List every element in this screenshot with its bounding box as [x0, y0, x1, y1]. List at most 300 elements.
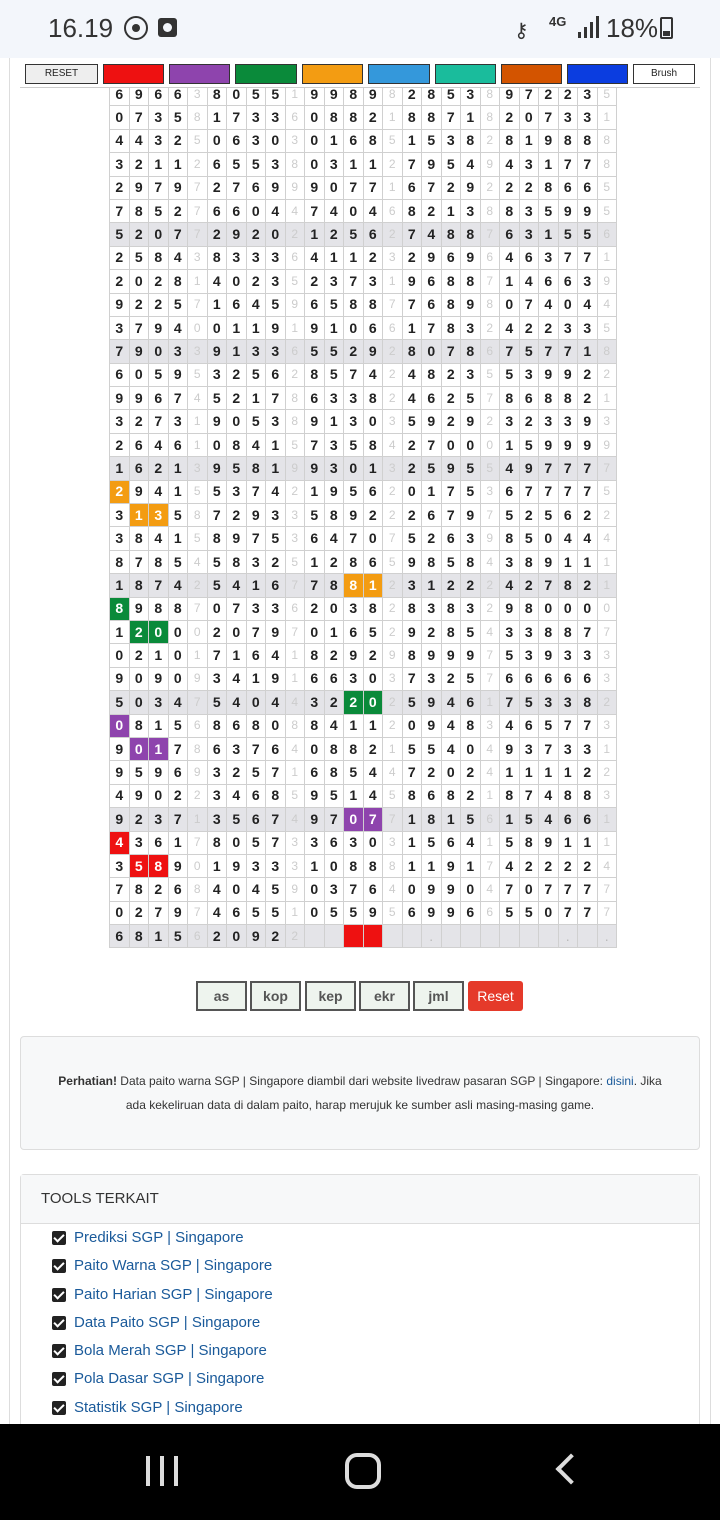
grid-cell[interactable]: 2 — [129, 223, 149, 246]
grid-cell[interactable]: 3 — [363, 270, 383, 293]
grid-cell[interactable]: 9 — [422, 714, 442, 737]
grid-cell[interactable]: 2 — [344, 340, 364, 363]
grid-cell[interactable]: 4 — [597, 527, 617, 550]
grid-cell[interactable]: 5 — [461, 808, 481, 831]
grid-cell[interactable]: 8 — [500, 199, 520, 222]
grid-cell[interactable]: 7 — [597, 878, 617, 901]
grid-cell[interactable]: 5 — [188, 129, 208, 152]
grid-cell[interactable]: 2 — [149, 293, 169, 316]
grid-cell[interactable]: 7 — [285, 574, 305, 597]
grid-cell[interactable]: 6 — [227, 129, 247, 152]
grid-cell[interactable]: 7 — [558, 878, 578, 901]
grid-cell[interactable]: 4 — [500, 574, 520, 597]
grid-cell[interactable]: 5 — [285, 784, 305, 807]
grid-cell[interactable]: 6 — [383, 199, 403, 222]
grid-cell[interactable]: 0 — [461, 737, 481, 760]
grid-cell[interactable]: 0 — [129, 363, 149, 386]
grid-cell[interactable]: 3 — [578, 644, 598, 667]
grid-cell[interactable]: 4 — [597, 854, 617, 877]
grid-cell[interactable]: 5 — [207, 550, 227, 573]
grid-cell[interactable]: 6 — [422, 387, 442, 410]
grid-cell[interactable]: 6 — [246, 644, 266, 667]
grid-cell[interactable]: 1 — [149, 714, 169, 737]
grid-cell[interactable]: 8 — [480, 106, 500, 129]
grid-cell[interactable]: 9 — [402, 550, 422, 573]
grid-cell[interactable]: 3 — [519, 737, 539, 760]
grid-cell[interactable]: 9 — [246, 925, 266, 948]
grid-cell[interactable]: 6 — [188, 714, 208, 737]
grid-cell[interactable]: 7 — [441, 340, 461, 363]
grid-cell[interactable]: 2 — [480, 410, 500, 433]
grid-cell[interactable]: 1 — [149, 153, 169, 176]
grid-cell[interactable]: 5 — [168, 293, 188, 316]
grid-cell[interactable]: 3 — [578, 88, 598, 106]
grid-cell[interactable]: 8 — [441, 316, 461, 339]
grid-cell[interactable]: 9 — [285, 457, 305, 480]
grid-cell[interactable]: 0 — [558, 597, 578, 620]
grid-cell[interactable]: 6 — [207, 199, 227, 222]
grid-cell[interactable]: 1 — [168, 457, 188, 480]
grid-cell[interactable] — [383, 925, 403, 948]
grid-cell[interactable]: 8 — [168, 270, 188, 293]
grid-cell[interactable]: 7 — [188, 597, 208, 620]
grid-cell[interactable]: 4 — [246, 433, 266, 456]
grid-cell[interactable]: 6 — [519, 246, 539, 269]
grid-cell[interactable]: 4 — [363, 761, 383, 784]
grid-cell[interactable]: 9 — [461, 293, 481, 316]
grid-cell[interactable]: 3 — [246, 129, 266, 152]
grid-cell[interactable]: 3 — [188, 457, 208, 480]
grid-cell[interactable]: 9 — [110, 667, 130, 690]
grid-cell[interactable]: 6 — [227, 293, 247, 316]
grid-cell[interactable]: 4 — [383, 878, 403, 901]
grid-cell[interactable]: 3 — [597, 410, 617, 433]
grid-cell[interactable]: 8 — [305, 363, 325, 386]
grid-cell[interactable]: 5 — [383, 901, 403, 924]
grid-cell[interactable]: 1 — [149, 644, 169, 667]
grid-cell[interactable]: 3 — [597, 714, 617, 737]
grid-cell[interactable]: 4 — [461, 831, 481, 854]
tool-link-data-paito[interactable]: Data Paito SGP | Singapore — [21, 1309, 699, 1337]
grid-cell[interactable]: 8 — [578, 784, 598, 807]
grid-cell[interactable]: 2 — [344, 691, 364, 714]
filter-ekr-button[interactable]: ekr — [359, 981, 410, 1011]
grid-cell[interactable]: 6 — [129, 457, 149, 480]
grid-cell[interactable]: 3 — [188, 340, 208, 363]
grid-cell[interactable]: 0 — [266, 129, 286, 152]
grid-cell[interactable]: 1 — [578, 831, 598, 854]
grid-cell[interactable]: 2 — [480, 316, 500, 339]
grid-cell[interactable]: 3 — [129, 831, 149, 854]
grid-cell[interactable]: 7 — [539, 340, 559, 363]
grid-cell[interactable]: 3 — [266, 597, 286, 620]
grid-cell[interactable]: 9 — [285, 878, 305, 901]
grid-cell[interactable]: 7 — [578, 714, 598, 737]
grid-cell[interactable]: 0 — [129, 691, 149, 714]
grid-cell[interactable]: 8 — [344, 106, 364, 129]
grid-cell[interactable]: 8 — [149, 550, 169, 573]
grid-cell[interactable]: 4 — [480, 737, 500, 760]
grid-cell[interactable]: 5 — [441, 550, 461, 573]
grid-cell[interactable]: 2 — [558, 854, 578, 877]
grid-cell[interactable]: 4 — [480, 761, 500, 784]
grid-cell[interactable]: 3 — [246, 854, 266, 877]
grid-cell[interactable]: 5 — [422, 457, 442, 480]
grid-cell[interactable]: 8 — [285, 387, 305, 410]
grid-cell[interactable]: 0 — [149, 340, 169, 363]
grid-cell[interactable]: 8 — [227, 550, 247, 573]
grid-cell[interactable]: 0 — [266, 223, 286, 246]
grid-cell[interactable]: 9 — [344, 504, 364, 527]
grid-cell[interactable]: 2 — [285, 480, 305, 503]
grid-cell[interactable]: 0 — [149, 784, 169, 807]
tool-link-statistik[interactable]: Statistik SGP | Singapore — [21, 1394, 699, 1422]
grid-cell[interactable]: 5 — [461, 457, 481, 480]
grid-cell[interactable]: 0 — [363, 410, 383, 433]
grid-cell[interactable]: 2 — [227, 504, 247, 527]
grid-cell[interactable]: 1 — [129, 504, 149, 527]
grid-cell[interactable]: 8 — [558, 129, 578, 152]
grid-cell[interactable] — [500, 925, 520, 948]
grid-cell[interactable]: 5 — [285, 550, 305, 573]
grid-cell[interactable]: 7 — [110, 199, 130, 222]
grid-cell[interactable]: 1 — [168, 527, 188, 550]
grid-cell[interactable]: 0 — [149, 223, 169, 246]
grid-cell[interactable]: 4 — [266, 199, 286, 222]
grid-cell[interactable]: 6 — [324, 831, 344, 854]
grid-cell[interactable]: 7 — [246, 527, 266, 550]
grid-cell[interactable]: 0 — [227, 925, 247, 948]
grid-cell[interactable]: 0 — [227, 878, 247, 901]
grid-cell[interactable]: 2 — [422, 199, 442, 222]
grid-cell[interactable]: 7 — [266, 808, 286, 831]
grid-cell[interactable]: 7 — [305, 199, 325, 222]
grid-cell[interactable]: 1 — [597, 550, 617, 573]
grid-cell[interactable]: 6 — [168, 878, 188, 901]
grid-cell[interactable]: 9 — [305, 88, 325, 106]
grid-cell[interactable]: 5 — [110, 691, 130, 714]
grid-cell[interactable]: 9 — [110, 808, 130, 831]
grid-cell[interactable]: 8 — [129, 925, 149, 948]
reset-color-button[interactable]: RESET — [25, 64, 98, 84]
grid-cell[interactable]: 2 — [149, 878, 169, 901]
source-link[interactable]: disini — [606, 1074, 634, 1088]
grid-cell[interactable]: 8 — [344, 854, 364, 877]
grid-cell[interactable]: 0 — [500, 293, 520, 316]
grid-cell[interactable]: 5 — [266, 878, 286, 901]
grid-cell[interactable]: 8 — [324, 106, 344, 129]
grid-cell[interactable]: 5 — [266, 293, 286, 316]
grid-cell[interactable]: 2 — [324, 223, 344, 246]
grid-cell[interactable] — [578, 925, 598, 948]
grid-cell[interactable]: 3 — [188, 88, 208, 106]
grid-cell[interactable]: 5 — [597, 88, 617, 106]
grid-cell[interactable]: 9 — [363, 88, 383, 106]
grid-cell[interactable]: 6 — [110, 363, 130, 386]
grid-cell[interactable]: 4 — [149, 527, 169, 550]
grid-cell[interactable]: 5 — [246, 410, 266, 433]
grid-cell[interactable]: 0 — [305, 737, 325, 760]
grid-cell[interactable]: 7 — [129, 106, 149, 129]
grid-cell[interactable]: 9 — [597, 433, 617, 456]
grid-cell[interactable]: 3 — [383, 457, 403, 480]
grid-cell[interactable]: 8 — [500, 784, 520, 807]
grid-cell[interactable]: 5 — [461, 387, 481, 410]
grid-cell[interactable]: 9 — [344, 644, 364, 667]
grid-cell[interactable]: 1 — [246, 387, 266, 410]
grid-cell[interactable]: 4 — [227, 691, 247, 714]
grid-cell[interactable]: 5 — [539, 199, 559, 222]
grid-cell[interactable]: 3 — [266, 246, 286, 269]
grid-cell[interactable]: 5 — [539, 714, 559, 737]
grid-cell[interactable]: 2 — [266, 925, 286, 948]
grid-cell[interactable]: 8 — [441, 784, 461, 807]
grid-cell[interactable]: 3 — [266, 410, 286, 433]
grid-cell[interactable]: 8 — [129, 574, 149, 597]
grid-cell[interactable]: 4 — [441, 691, 461, 714]
grid-cell[interactable]: 5 — [246, 901, 266, 924]
grid-cell[interactable]: 2 — [168, 199, 188, 222]
grid-cell[interactable]: 8 — [461, 340, 481, 363]
grid-cell[interactable]: 5 — [344, 223, 364, 246]
grid-cell[interactable]: 1 — [168, 153, 188, 176]
grid-cell[interactable]: 6 — [266, 574, 286, 597]
grid-cell[interactable]: 4 — [363, 363, 383, 386]
grid-cell[interactable]: 3 — [344, 597, 364, 620]
grid-cell[interactable]: 5 — [539, 504, 559, 527]
grid-cell[interactable]: 5 — [441, 153, 461, 176]
grid-cell[interactable]: 5 — [519, 340, 539, 363]
grid-cell[interactable]: 9 — [305, 457, 325, 480]
grid-cell[interactable]: 1 — [519, 129, 539, 152]
grid-cell[interactable]: 8 — [344, 88, 364, 106]
grid-cell[interactable]: 1 — [207, 106, 227, 129]
grid-cell[interactable]: 0 — [207, 597, 227, 620]
grid-cell[interactable]: 1 — [246, 574, 266, 597]
grid-cell[interactable]: 1 — [578, 550, 598, 573]
grid-cell[interactable]: 4 — [246, 878, 266, 901]
grid-cell[interactable]: 6 — [227, 199, 247, 222]
grid-cell[interactable]: 0 — [539, 901, 559, 924]
grid-cell[interactable]: 1 — [402, 129, 422, 152]
grid-cell[interactable]: 1 — [344, 246, 364, 269]
grid-cell[interactable]: 0 — [363, 527, 383, 550]
grid-cell[interactable]: 1 — [207, 293, 227, 316]
grid-cell[interactable]: 6 — [578, 667, 598, 690]
grid-cell[interactable]: 8 — [129, 527, 149, 550]
grid-cell[interactable]: 9 — [305, 316, 325, 339]
grid-cell[interactable]: 2 — [383, 363, 403, 386]
grid-cell[interactable]: 9 — [461, 644, 481, 667]
grid-cell[interactable]: 2 — [129, 620, 149, 643]
grid-cell[interactable]: 1 — [461, 854, 481, 877]
grid-cell[interactable]: 4 — [539, 808, 559, 831]
grid-cell[interactable] — [344, 925, 364, 948]
grid-cell[interactable]: 3 — [207, 667, 227, 690]
grid-cell[interactable]: 0 — [129, 667, 149, 690]
grid-cell[interactable]: 7 — [558, 480, 578, 503]
grid-cell[interactable]: 9 — [305, 784, 325, 807]
grid-cell[interactable]: 2 — [149, 457, 169, 480]
grid-cell[interactable]: 3 — [597, 644, 617, 667]
grid-cell[interactable]: 4 — [149, 433, 169, 456]
grid-cell[interactable]: 6 — [597, 223, 617, 246]
grid-cell[interactable]: 8 — [558, 574, 578, 597]
grid-cell[interactable]: 9 — [266, 667, 286, 690]
grid-cell[interactable]: 4 — [110, 784, 130, 807]
grid-cell[interactable]: 3 — [149, 106, 169, 129]
grid-cell[interactable]: 5 — [500, 504, 520, 527]
grid-cell[interactable]: 9 — [305, 176, 325, 199]
grid-cell[interactable]: 9 — [110, 387, 130, 410]
grid-cell[interactable]: 9 — [558, 433, 578, 456]
grid-cell[interactable]: 8 — [110, 550, 130, 573]
grid-cell[interactable]: 8 — [461, 270, 481, 293]
grid-cell[interactable]: 3 — [344, 667, 364, 690]
grid-cell[interactable]: 8 — [539, 387, 559, 410]
grid-cell[interactable]: 8 — [461, 550, 481, 573]
grid-cell[interactable]: 0 — [363, 831, 383, 854]
grid-cell[interactable]: 1 — [402, 316, 422, 339]
grid-cell[interactable]: 8 — [149, 854, 169, 877]
grid-cell[interactable]: 3 — [558, 410, 578, 433]
tool-link-paito-harian[interactable]: Paito Harian SGP | Singapore — [21, 1281, 699, 1309]
grid-cell[interactable]: 9 — [129, 340, 149, 363]
grid-cell[interactable]: 1 — [266, 433, 286, 456]
grid-cell[interactable]: 3 — [110, 504, 130, 527]
grid-cell[interactable]: 4 — [578, 293, 598, 316]
grid-cell[interactable]: 2 — [207, 223, 227, 246]
back-icon[interactable] — [555, 1453, 586, 1484]
grid-cell[interactable]: 3 — [344, 387, 364, 410]
grid-cell[interactable]: 6 — [305, 667, 325, 690]
grid-cell[interactable]: 1 — [597, 831, 617, 854]
grid-cell[interactable]: 7 — [285, 620, 305, 643]
grid-cell[interactable]: 6 — [539, 667, 559, 690]
grid-cell[interactable]: 6 — [246, 176, 266, 199]
grid-cell[interactable]: 7 — [558, 246, 578, 269]
grid-cell[interactable]: 4 — [500, 246, 520, 269]
grid-cell[interactable]: 6 — [422, 784, 442, 807]
grid-cell[interactable]: 2 — [188, 784, 208, 807]
grid-cell[interactable]: 4 — [227, 574, 247, 597]
grid-cell[interactable]: 5 — [324, 340, 344, 363]
grid-cell[interactable]: 9 — [461, 504, 481, 527]
grid-cell[interactable]: 3 — [227, 737, 247, 760]
grid-cell[interactable]: 3 — [266, 854, 286, 877]
grid-cell[interactable]: 7 — [519, 88, 539, 106]
grid-cell[interactable]: 2 — [129, 644, 149, 667]
grid-cell[interactable]: 0 — [363, 691, 383, 714]
grid-cell[interactable]: 1 — [383, 106, 403, 129]
grid-cell[interactable]: 4 — [363, 784, 383, 807]
grid-cell[interactable]: 7 — [188, 199, 208, 222]
grid-cell[interactable]: 8 — [305, 714, 325, 737]
grid-cell[interactable]: 3 — [519, 153, 539, 176]
grid-cell[interactable]: 4 — [539, 784, 559, 807]
grid-cell[interactable]: 2 — [363, 246, 383, 269]
grid-cell[interactable]: 7 — [480, 667, 500, 690]
grid-cell[interactable]: 3 — [422, 667, 442, 690]
grid-cell[interactable]: 2 — [285, 925, 305, 948]
grid-cell[interactable]: 6 — [129, 433, 149, 456]
grid-cell[interactable]: 5 — [149, 363, 169, 386]
grid-cell[interactable]: 0 — [227, 88, 247, 106]
grid-cell[interactable]: 0 — [461, 878, 481, 901]
grid-cell[interactable]: 1 — [324, 316, 344, 339]
grid-cell[interactable]: 2 — [480, 597, 500, 620]
grid-cell[interactable]: 6 — [305, 761, 325, 784]
grid-cell[interactable]: 7 — [305, 433, 325, 456]
grid-cell[interactable]: 6 — [344, 620, 364, 643]
grid-cell[interactable]: 2 — [188, 153, 208, 176]
grid-cell[interactable]: 8 — [149, 597, 169, 620]
grid-cell[interactable]: 1 — [500, 808, 520, 831]
grid-cell[interactable]: 1 — [188, 644, 208, 667]
grid-cell[interactable]: 1 — [402, 854, 422, 877]
grid-cell[interactable]: 9 — [110, 293, 130, 316]
grid-cell[interactable]: 5 — [597, 176, 617, 199]
grid-cell[interactable]: 9 — [500, 597, 520, 620]
grid-cell[interactable]: 6 — [500, 667, 520, 690]
grid-cell[interactable]: 2 — [383, 574, 403, 597]
grid-cell[interactable]: 1 — [227, 644, 247, 667]
grid-cell[interactable]: 3 — [578, 106, 598, 129]
grid-cell[interactable]: 0 — [110, 901, 130, 924]
grid-cell[interactable]: 5 — [519, 901, 539, 924]
grid-cell[interactable]: 7 — [558, 714, 578, 737]
grid-cell[interactable]: 9 — [422, 153, 442, 176]
grid-cell[interactable]: 6 — [207, 153, 227, 176]
filter-kep-button[interactable]: kep — [305, 981, 356, 1011]
grid-cell[interactable]: 7 — [266, 387, 286, 410]
grid-cell[interactable]: 6 — [480, 808, 500, 831]
grid-cell[interactable]: 4 — [285, 199, 305, 222]
grid-cell[interactable]: 7 — [539, 737, 559, 760]
grid-cell[interactable]: 6 — [519, 387, 539, 410]
grid-cell[interactable]: 3 — [558, 737, 578, 760]
grid-cell[interactable]: 6 — [500, 223, 520, 246]
grid-cell[interactable]: 5 — [422, 831, 442, 854]
grid-cell[interactable]: 6 — [558, 270, 578, 293]
grid-cell[interactable]: 5 — [500, 644, 520, 667]
filter-kop-button[interactable]: kop — [250, 981, 301, 1011]
grid-cell[interactable]: 9 — [578, 433, 598, 456]
grid-cell[interactable]: 7 — [539, 457, 559, 480]
grid-cell[interactable]: 5 — [519, 808, 539, 831]
grid-cell[interactable]: 6 — [500, 480, 520, 503]
grid-cell[interactable]: 9 — [363, 340, 383, 363]
grid-cell[interactable]: 3 — [461, 88, 481, 106]
grid-cell[interactable]: 0 — [188, 854, 208, 877]
grid-cell[interactable]: 7 — [246, 480, 266, 503]
grid-cell[interactable]: 7 — [266, 761, 286, 784]
grid-cell[interactable]: 2 — [402, 88, 422, 106]
grid-cell[interactable]: 1 — [285, 667, 305, 690]
grid-cell[interactable]: 9 — [110, 737, 130, 760]
grid-cell[interactable]: 7 — [480, 387, 500, 410]
recent-apps-icon[interactable] — [146, 1456, 180, 1486]
grid-cell[interactable]: 3 — [539, 691, 559, 714]
grid-cell[interactable]: 4 — [324, 527, 344, 550]
grid-cell[interactable]: 8 — [188, 878, 208, 901]
grid-cell[interactable]: 1 — [324, 620, 344, 643]
grid-cell[interactable]: 8 — [129, 714, 149, 737]
grid-cell[interactable]: 6 — [149, 88, 169, 106]
grid-cell[interactable]: 5 — [246, 831, 266, 854]
grid-cell[interactable]: 8 — [597, 129, 617, 152]
grid-cell[interactable]: 7 — [558, 901, 578, 924]
